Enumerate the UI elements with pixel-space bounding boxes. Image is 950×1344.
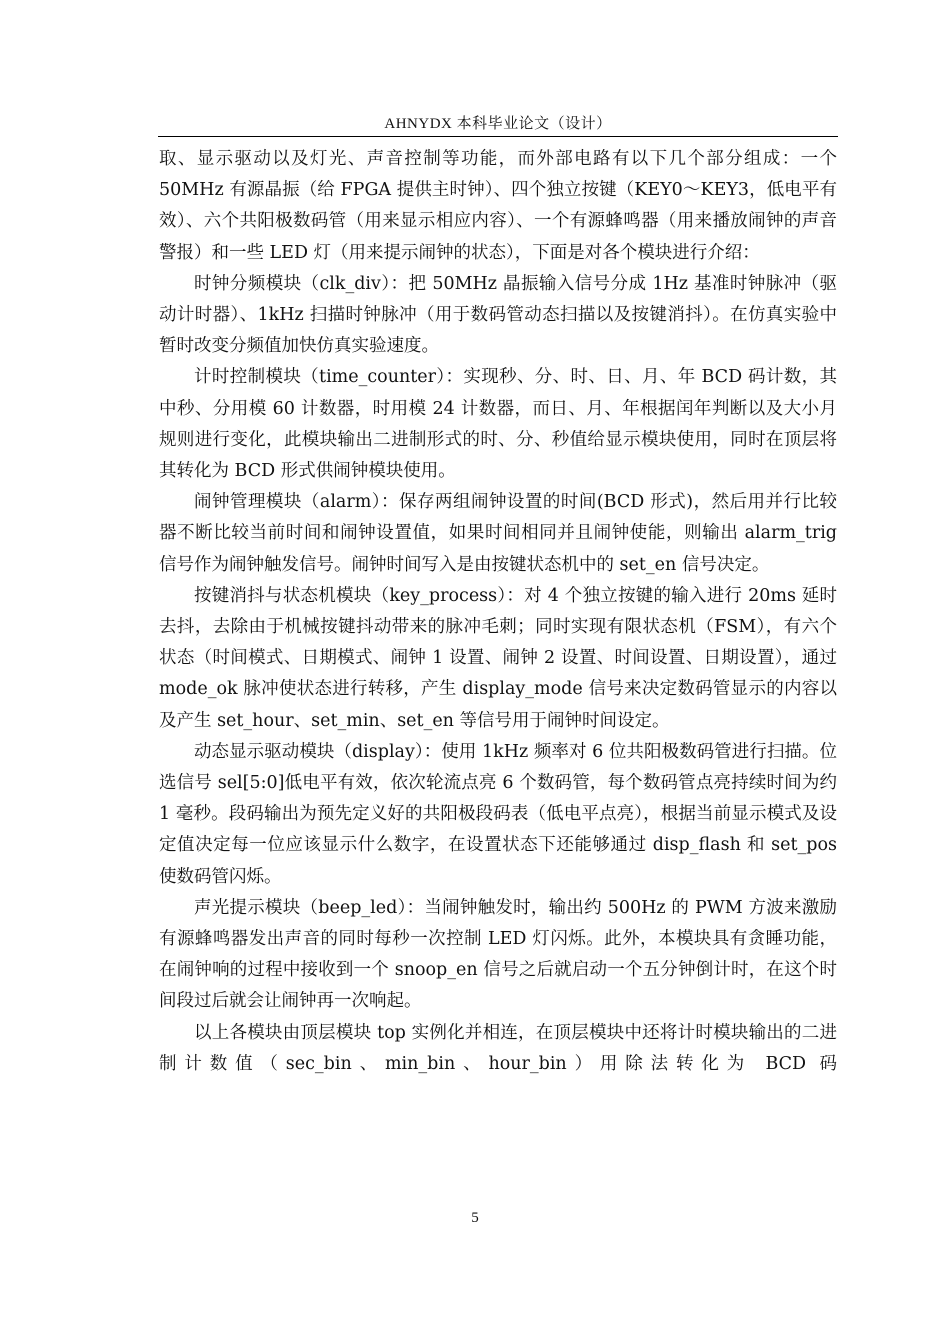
- paragraph-beep-led: 声光提示模块（beep_led）：当闹钟触发时，输出约 500Hz 的 PWM 方波来激励有源蜂鸣器发出声音的同时每秒一次控制 LED 灯闪烁。此外，本模块具有贪睡功能，在闹钟响的过程中接收到一个 snoop_en 信号之后就启动一个五分钟倒计时，在这个时间段过后就会让闹钟再一次响起。: [159, 897, 837, 1012]
- body-text: [159, 144, 837, 1080]
- paragraph-top: 以上各模块由顶层模块 top 实例化并相连，在顶层模块中还将计时模块输出的二进制计数值（sec_bin、min_bin、hour_bin）用除法转化为 BCD 码: [159, 1022, 837, 1074]
- paragraph-alarm: 闹钟管理模块（alarm）：保存两组闹钟设置的时间(BCD 形式)，然后用并行比较器不断比较当前时间和闹钟设置值，如果时间相同并且闹钟使能，则输出 alarm_trig 信号作为闹钟触发信号。闹钟时间写入是由按键状态机中的 set_en 信号决定。: [159, 492, 837, 575]
- header-rule: [158, 136, 838, 137]
- paragraph-display: 动态显示驱动模块（display）：使用 1kHz 频率对 6 位共阳极数码管进行扫描。位选信号 sel[5:0]低电平有效，依次轮流点亮 6 个数码管，每个数码管点亮持续时间为约 1 毫秒。段码输出为预先定义好的共阳极段码表（低电平点亮），根据当前显示模式及设定值决定每一位应该显示什么数字，在设置状态下还能够通过 disp_flash 和 set_pos 使数码管闪烁。: [159, 741, 837, 887]
- page-number: 5: [471, 1210, 479, 1226]
- running-header: AHNYDX 本科毕业论文（设计）: [384, 116, 612, 132]
- paragraph-key-process: 按键消抖与状态机模块（key_process）：对 4 个独立按键的输入进行 20ms 延时去抖，去除由于机械按键抖动带来的脉冲毛刺；同时实现有限状态机（FSM），有六个状态（时间模式、日期模式、闹钟 1 设置、闹钟 2 设置、时间设置、日期设置），通过 mode_ok 脉冲使状态进行转移，产生 display_mode 信号来决定数码管显示的内容以及产生 set_hour、set_min、set_en 等信号用于闹钟时间设定。: [159, 585, 837, 731]
- paragraph-time-counter: 计时控制模块（time_counter）：实现秒、分、时、日、月、年 BCD 码计数，其中秒、分用模 60 计数器，时用模 24 计数器，而日、月、年根据闰年判断以及大小月规则进行变化，此模块输出二进制形式的时、分、秒值给显示模块使用，同时在顶层将其转化为 BCD 形式供闹钟模块使用。: [159, 367, 837, 482]
- paragraph-clk-div: 时钟分频模块（clk_div）：把 50MHz 晶振输入信号分成 1Hz 基准时钟脉冲（驱动计时器）、1kHz 扫描时钟脉冲（用于数码管动态扫描以及按键消抖）。在仿真实验中暂时改变分频值加快仿真实验速度。: [159, 273, 837, 357]
- paragraph-continued: 取、显示驱动以及灯光、声音控制等功能，而外部电路有以下几个部分组成：一个 50MHz 有源晶振（给 FPGA 提供主时钟）、四个独立按键（KEY0～KEY3，低电平有效）、六个共阳极数码管（用来显示相应内容）、一个有源蜂鸣器（用来播放闹钟的声音警报）和一些 LED 灯（用来提示闹钟的状态），下面是对各个模块进行介绍：: [159, 149, 837, 263]
